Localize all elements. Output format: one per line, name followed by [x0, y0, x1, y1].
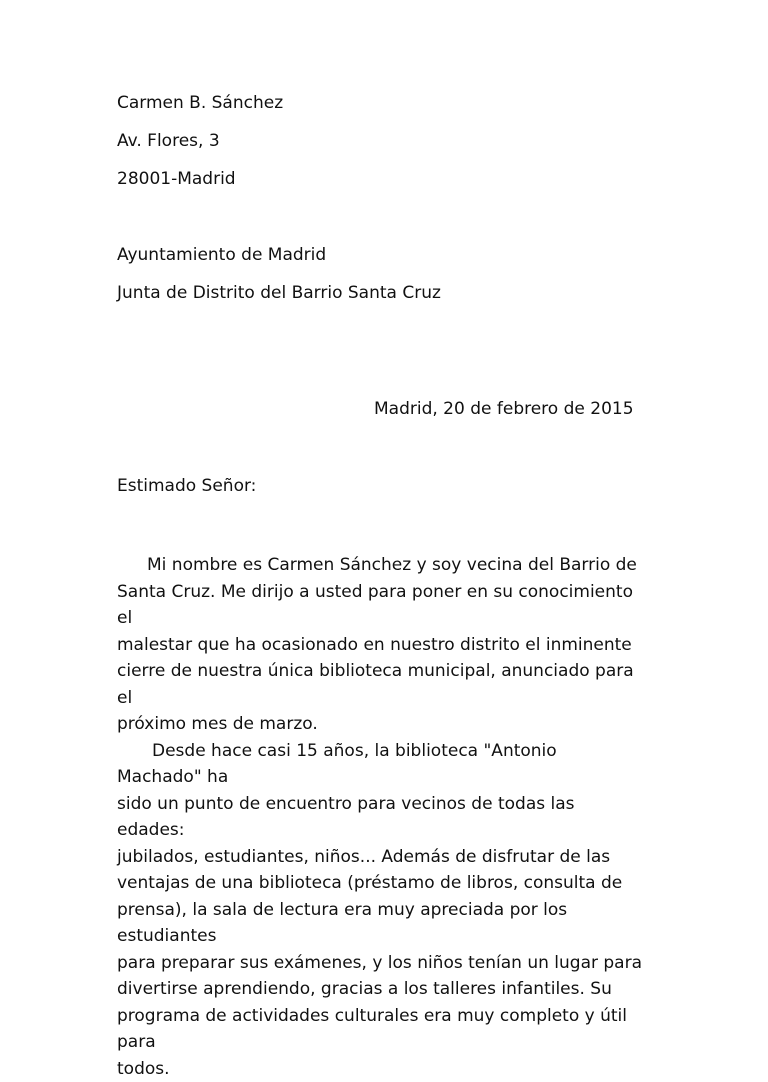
sender-name: Carmen B. Sánchez	[117, 95, 283, 112]
letter-date: Madrid, 20 de febrero de 2015	[374, 401, 634, 418]
salutation: Estimado Señor:	[117, 478, 256, 495]
letter-body	[117, 552, 645, 1082]
paragraph-2: Desde hace casi 15 años, la biblioteca "Antonio Machado" ha sido un punto de encuentro para vecinos de todas las edades: jubilados, estudiantes, niños... Además de disfrutar de las ventajas de una biblioteca (préstamo de libros, consulta de prensa), la sala de lectura era muy apreciada por los estudiantes para preparar sus exámenes, y los niños tenían un lugar para divertirse aprendiendo, gracias a los talleres infantiles. Su programa de actividades culturales era muy completo y útil para todos.	[117, 738, 645, 1082]
paragraph-1: Mi nombre es Carmen Sánchez y soy vecina del Barrio de Santa Cruz. Me dirijo a usted para poner en su conocimiento el malestar que ha ocasionado en nuestro distrito el inminente cierre de nuestra única biblioteca municipal, anunciado para el próximo mes de marzo.	[117, 552, 645, 738]
sender-address: Av. Flores, 3	[117, 133, 220, 150]
recipient-line-2: Junta de Distrito del Barrio Santa Cruz	[117, 285, 441, 302]
sender-city: 28001-Madrid	[117, 171, 236, 188]
recipient-line-1: Ayuntamiento de Madrid	[117, 247, 326, 264]
